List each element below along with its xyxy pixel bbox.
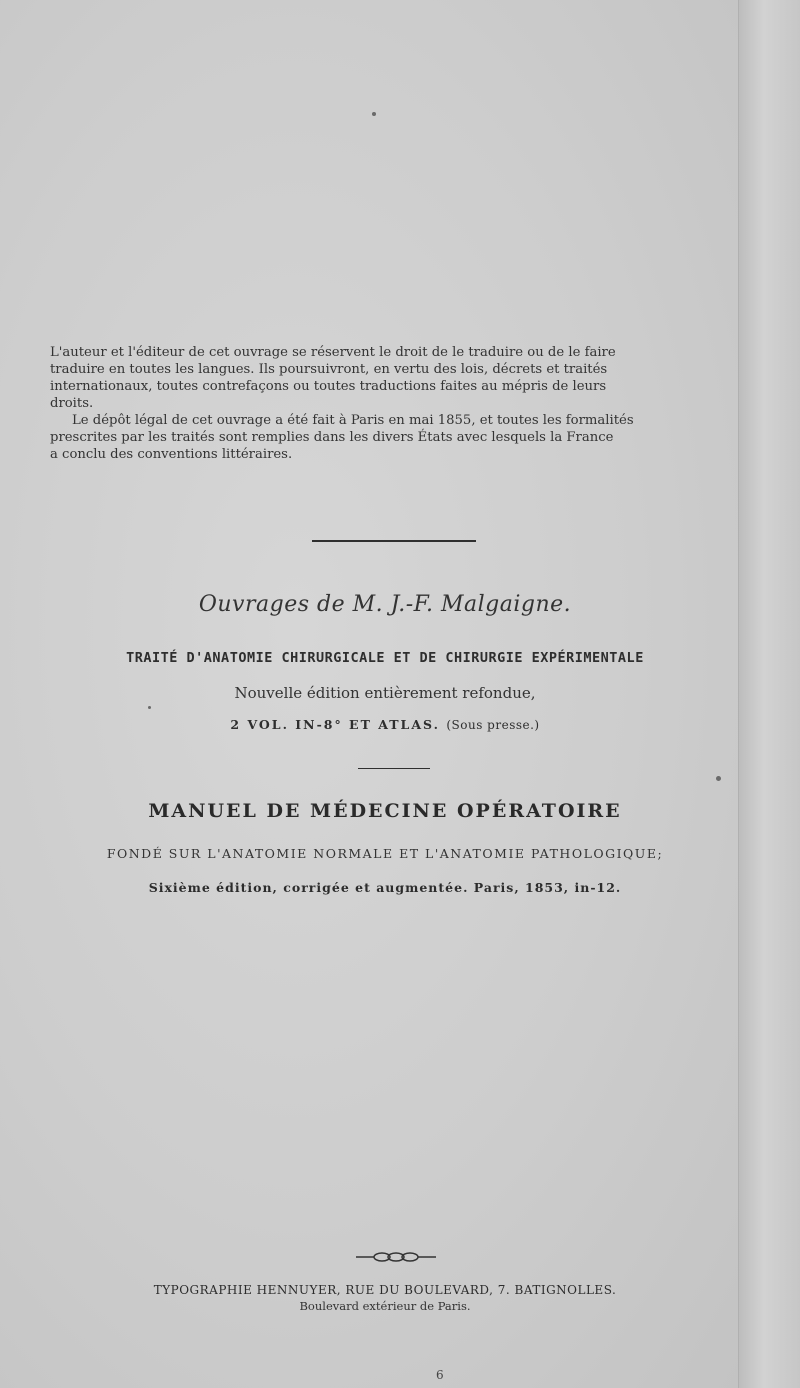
book2-edition: Sixième édition, corrigée et augmentée. Paris, 1853, in-12. bbox=[148, 880, 622, 895]
page-mark: 6 bbox=[436, 1368, 444, 1382]
copyright-notice bbox=[50, 344, 738, 463]
section-divider bbox=[312, 540, 476, 542]
printer-line: TYPOGRAPHIE HENNUYER, RUE DU BOULEVARD, 7. BATIGNOLLES. bbox=[153, 1283, 617, 1297]
short-divider bbox=[358, 768, 430, 769]
page-edge bbox=[738, 0, 800, 1388]
notice-line: Le dépôt légal de cet ouvrage a été fait à Paris en mai 1855, et toutes les formalités bbox=[72, 413, 634, 428]
ink-speck bbox=[372, 112, 376, 116]
printer-address: Boulevard extérieur de Paris. bbox=[299, 1299, 471, 1313]
book2-title: MANUEL DE MÉDECINE OPÉRATOIRE bbox=[148, 800, 622, 822]
book1-title: TRAITÉ D'ANATOMIE CHIRURGICALE ET DE CHIRURGIE EXPÉRIMENTALE bbox=[126, 650, 644, 666]
works-heading: Ouvrages de M. J.-F. Malgaigne. bbox=[198, 592, 572, 617]
ornament-divider bbox=[356, 1250, 436, 1264]
book1-volumes: 2 VOL. IN-8° ET ATLAS. bbox=[230, 717, 440, 732]
book2-subtitle: FONDÉ SUR L'ANATOMIE NORMALE ET L'ANATOMIE PATHOLOGIQUE; bbox=[106, 846, 664, 861]
book1-volumes-line bbox=[0, 717, 770, 732]
notice-line: traduire en toutes les langues. Ils poursuivront, en vertu des lois, décrets et traités bbox=[50, 362, 608, 377]
notice-line: internationaux, toutes contrefaçons ou toutes traductions faites au mépris de leurs bbox=[50, 379, 607, 394]
book1-status: (Sous presse.) bbox=[446, 718, 540, 732]
book1-edition: Nouvelle édition entièrement refondue, bbox=[234, 684, 536, 702]
ink-speck bbox=[716, 776, 721, 781]
notice-line: droits. bbox=[50, 396, 94, 411]
notice-line: a conclu des conventions littéraires. bbox=[50, 447, 293, 462]
notice-line: prescrites par les traités sont remplies dans les divers États avec lesquels la France bbox=[50, 430, 614, 445]
notice-line: L'auteur et l'éditeur de cet ouvrage se réservent le droit de le traduire ou de le faire bbox=[50, 345, 616, 360]
ink-speck bbox=[148, 706, 151, 709]
